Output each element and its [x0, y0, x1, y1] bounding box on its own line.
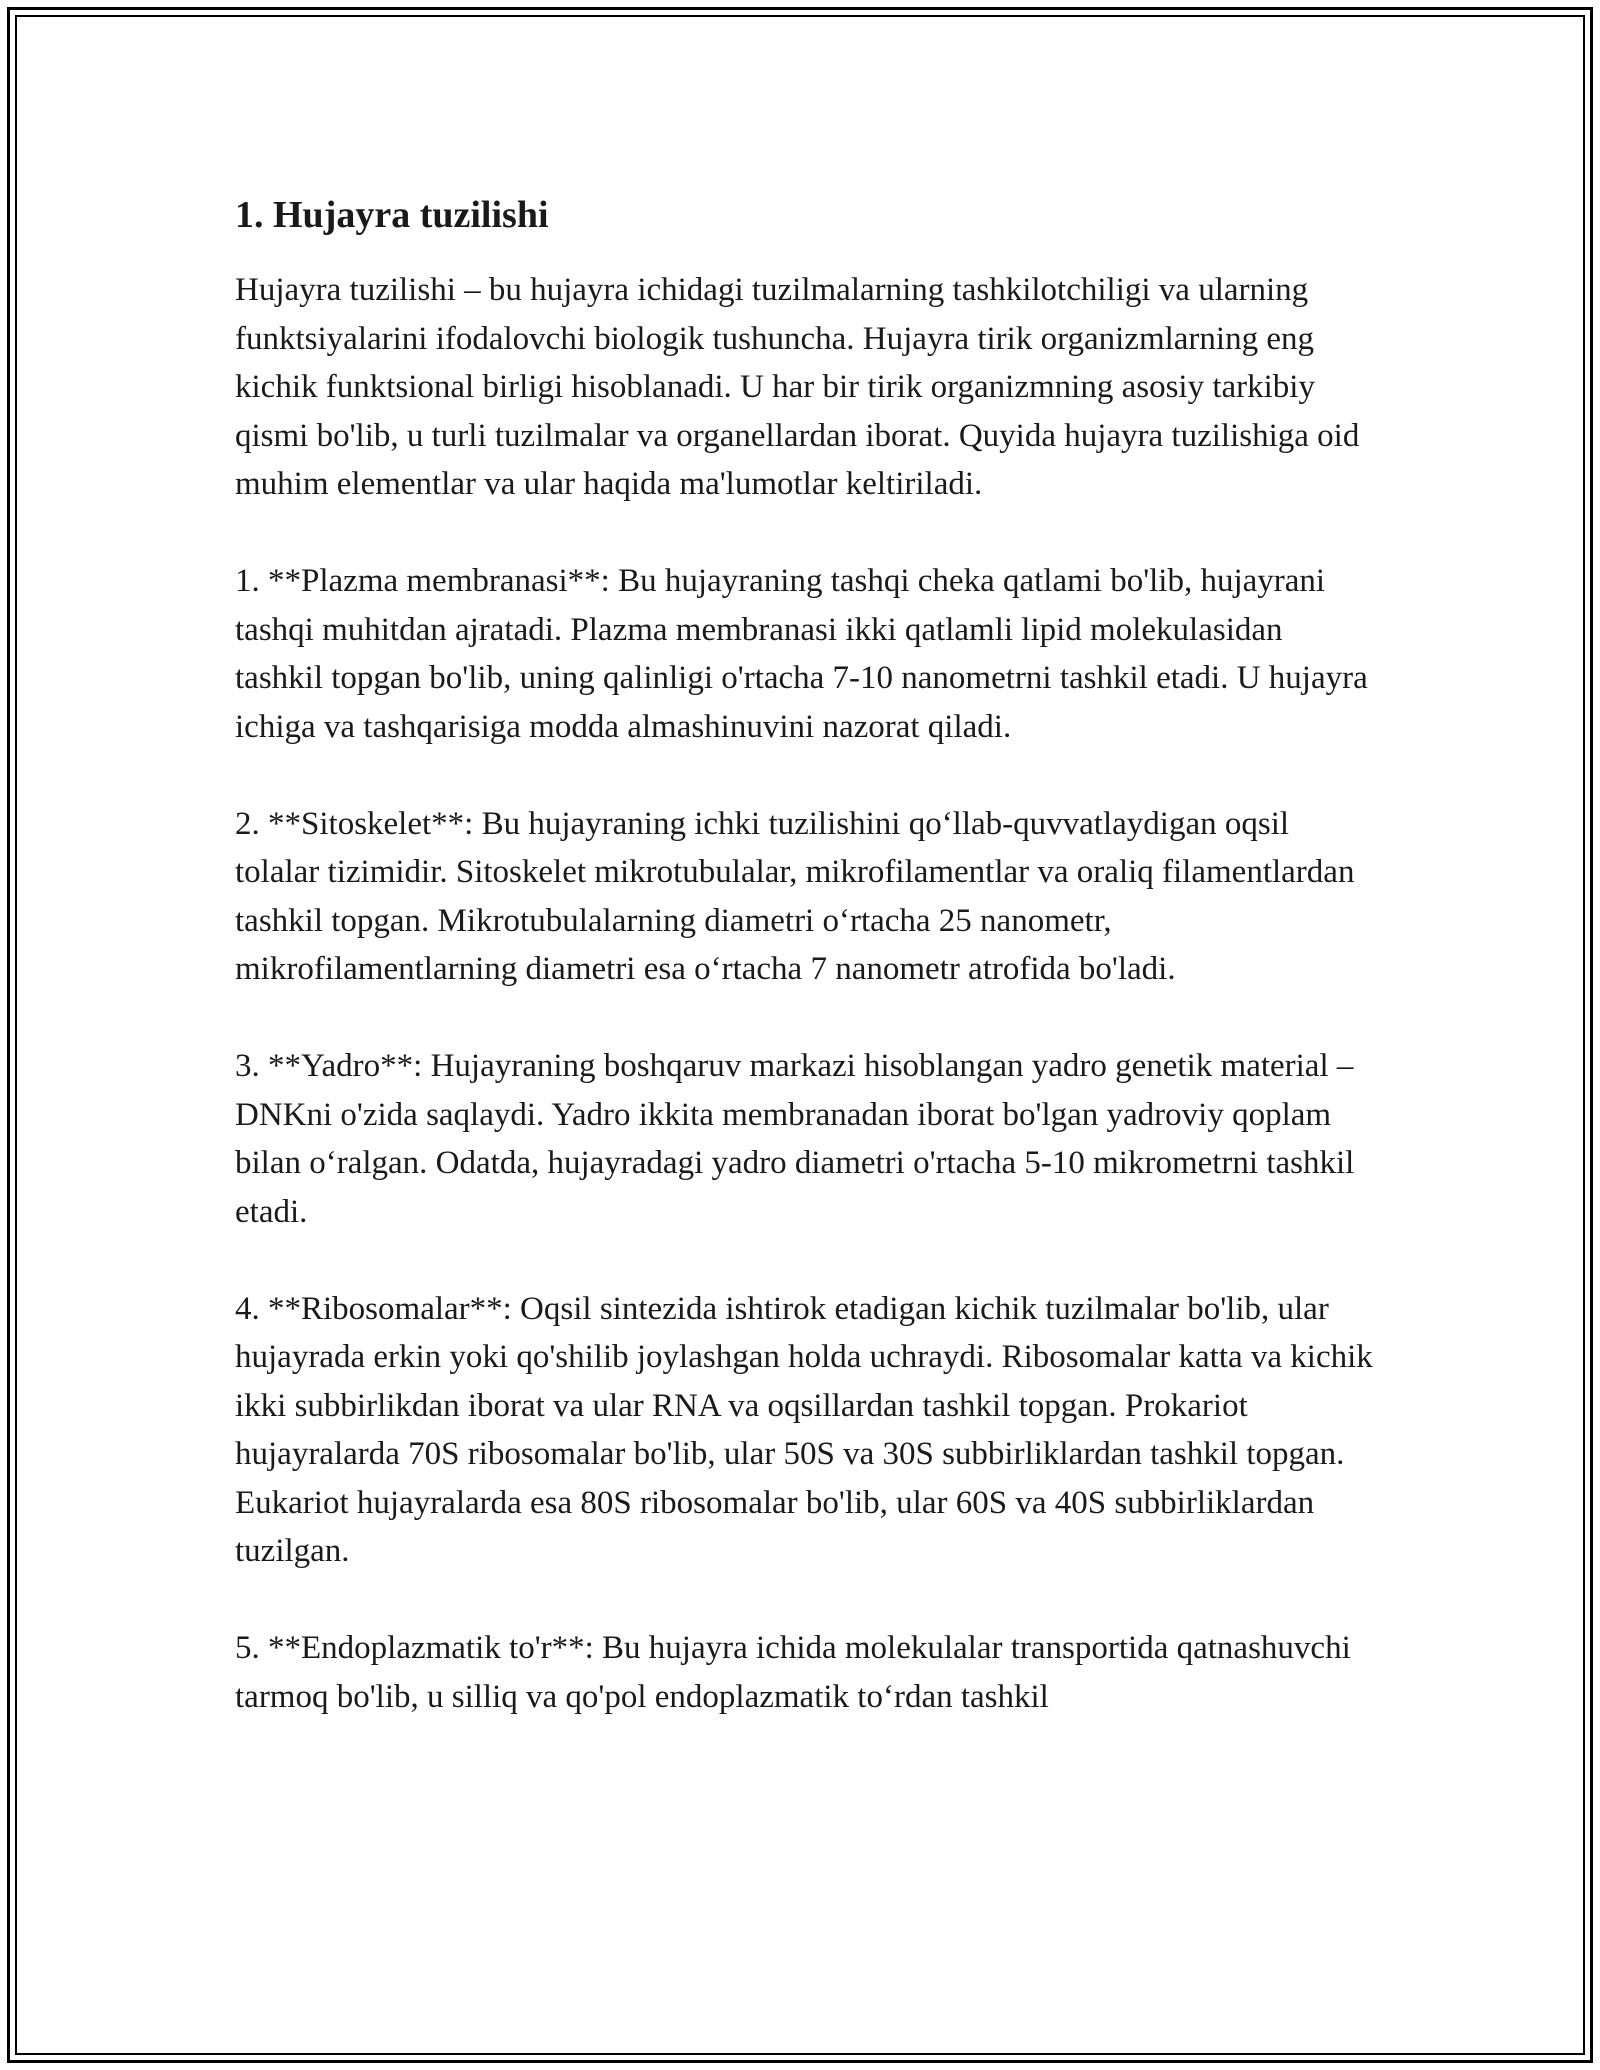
paragraph-ribosomes: 4. **Ribosomalar**: Oqsil sintezida ishtirok etadigan kichik tuzilmalar bo'lib, ular hujayrada erkin yoki qo'shilib joylashgan holda uchraydi. Ribosomalar katta va kichik ikki subbirlikdan iborat va ular RNA va oqsillardan tashkil topgan. Prokariot hujayralarda 70S ribosomalar bo'lib, ular 50S va 30S subbirliklardan tashkil topgan. Eukariot hujayralarda esa 80S ribosomalar bo'lib, ular 60S va 40S subbirliklardan tuzilgan. — [235, 1290, 1373, 1569]
paragraph-endoplasmic-reticulum: 5. **Endoplazmatik to'r**: Bu hujayra ichida molekulalar transportida qatnashuvchi tarmoq bo'lib, u silliq va qo'pol endoplazmatik to‘rdan tashkil — [235, 1630, 1351, 1715]
document-body — [235, 188, 1375, 1770]
paragraph-cytoskeleton: 2. **Sitoskelet**: Bu hujayraning ichki tuzilishini qo‘llab-quvvatlaydigan oqsil tolalar tizimidir. Sitoskelet mikrotubulalar, mikrofilamentlar va oraliq filamentlardan tashkil topgan. Mikrotubulalarning diametri o‘rtacha 25 nanometr, mikrofilamentlarning diametri esa o‘rtacha 7 nanometr atrofida bo'ladi. — [235, 805, 1355, 987]
paragraph-plasma-membrane: 1. **Plazma membranasi**: Bu hujayraning tashqi cheka qatlami bo'lib, hujayrani tashqi muhitdan ajratadi. Plazma membranasi ikki qatlamli lipid molekulasidan tashkil topgan bo'lib, uning qalinligi o'rtacha 7-10 nanometrni tashkil etadi. U hujayra ichiga va tashqarisiga modda almashinuvini nazorat qiladi. — [235, 563, 1368, 745]
paragraph-nucleus: 3. **Yadro**: Hujayraning boshqaruv markazi hisoblangan yadro genetik material – DNKni o'zida saqlaydi. Yadro ikkita membranadan iborat bo'lgan yadroviy qoplam bilan o‘ralgan. Odatda, hujayradagi yadro diametri o'rtacha 5-10 mikrometrni tashkil etadi. — [235, 1048, 1355, 1230]
section-heading: 1. Hujayra tuzilishi — [235, 194, 549, 236]
intro-paragraph: Hujayra tuzilishi – bu hujayra ichidagi tuzilmalarning tashkilotchiligi va ularning funktsiyalarini ifodalovchi biologik tushuncha. Hujayra tirik organizmlarning eng kichik funktsional birligi hisoblanadi. U har bir tirik organizmning asosiy tarkibiy qismi bo'lib, u turli tuzilmalar va organellardan iborat. Quyida hujayra tuzilishiga oid muhim elementlar va ular haqida ma'lumotlar keltiriladi. — [235, 272, 1360, 502]
